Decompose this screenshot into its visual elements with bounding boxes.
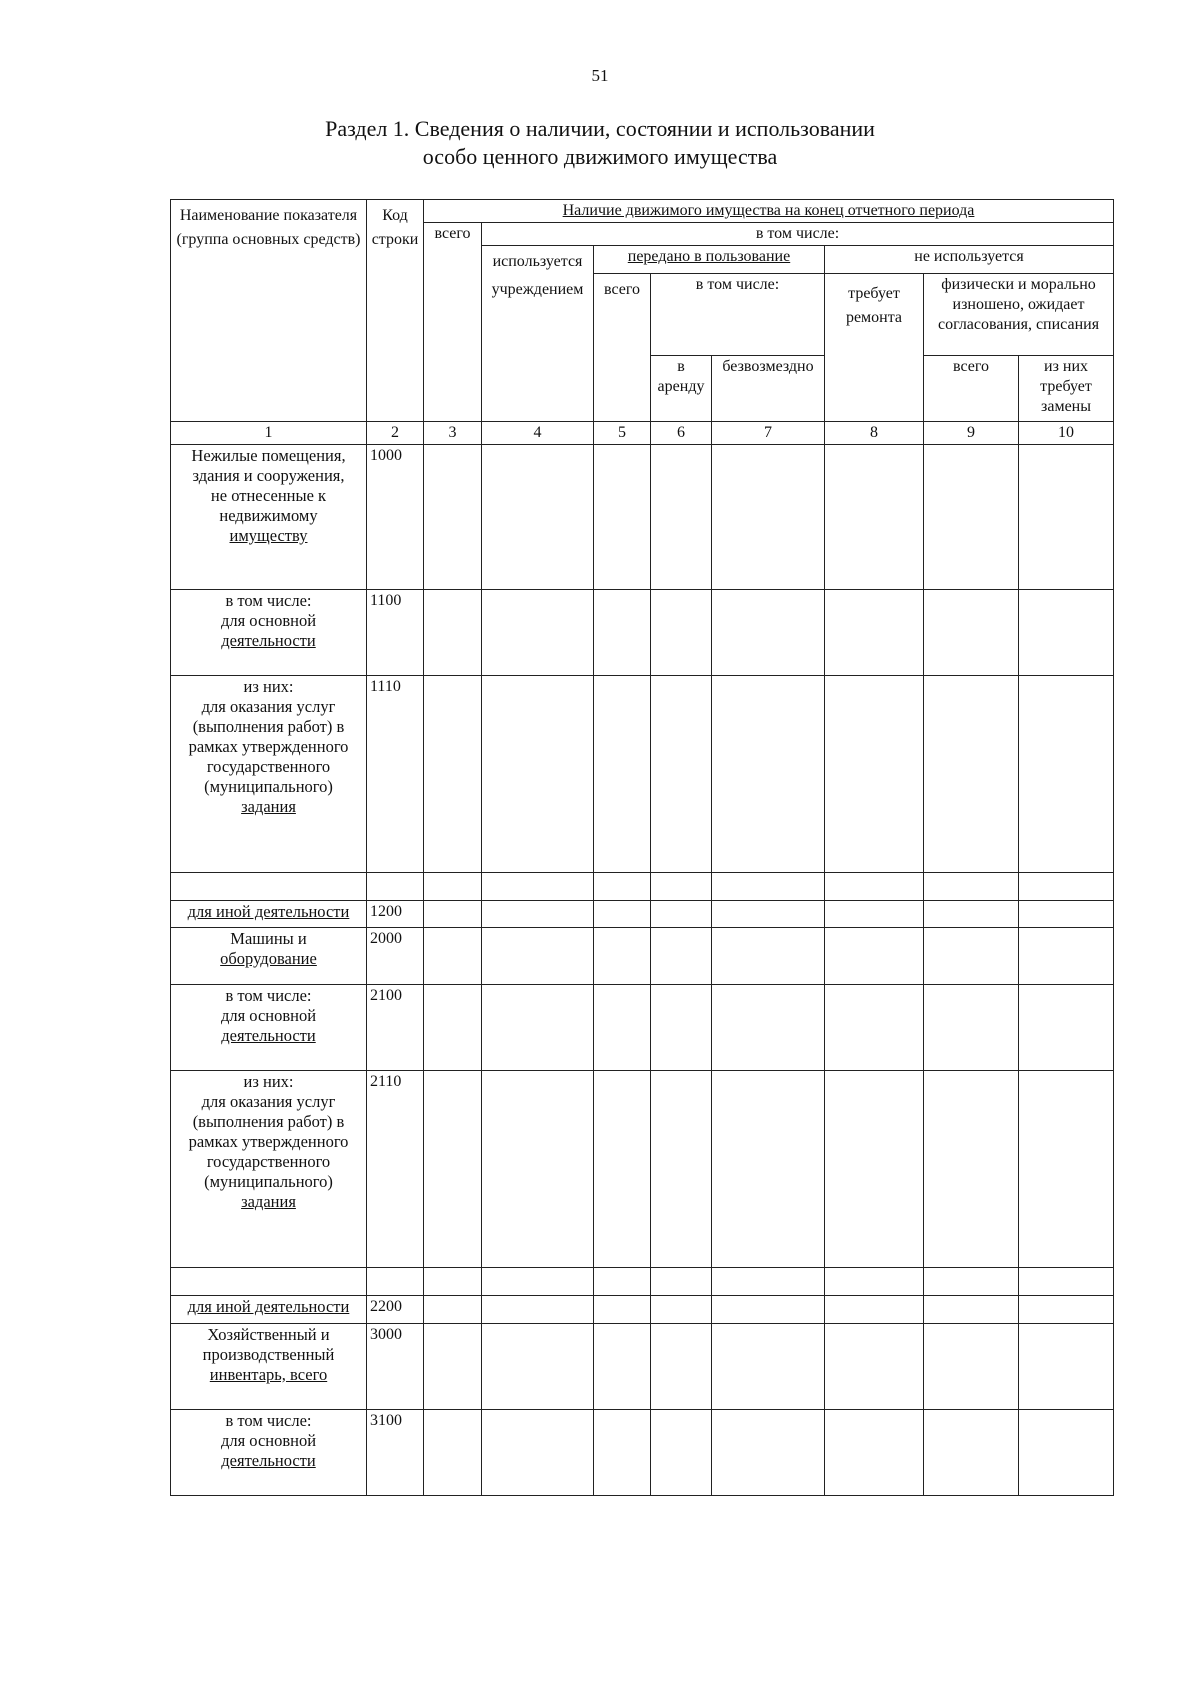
value-cell[interactable] xyxy=(825,1296,924,1324)
value-cell[interactable] xyxy=(594,1410,651,1496)
row-name-line: Хозяйственный и xyxy=(207,1325,330,1344)
row-name-line: недвижимому xyxy=(219,506,318,525)
value-cell[interactable] xyxy=(651,445,712,590)
value-cell[interactable] xyxy=(1019,445,1114,590)
table-row xyxy=(171,1324,1114,1410)
row-name xyxy=(171,1071,367,1268)
value-cell[interactable] xyxy=(482,901,594,928)
header-name-column: Наименование показателя (группа основных средств) xyxy=(171,200,367,422)
row-name-line: государственного xyxy=(206,757,331,776)
value-cell[interactable] xyxy=(651,928,712,985)
header-rent: в аренду xyxy=(651,356,712,422)
row-name xyxy=(171,590,367,676)
value-cell[interactable] xyxy=(594,985,651,1071)
value-cell[interactable] xyxy=(924,928,1019,985)
value-cell[interactable] xyxy=(482,676,594,873)
value-cell[interactable] xyxy=(924,1410,1019,1496)
value-cell[interactable] xyxy=(482,1071,594,1268)
value-cell[interactable] xyxy=(482,445,594,590)
row-code: 2110 xyxy=(367,1071,424,1268)
section-title-line-1: Раздел 1. Сведения о наличии, состоянии и использовании xyxy=(325,116,875,141)
value-cell[interactable] xyxy=(651,676,712,873)
value-cell[interactable] xyxy=(825,928,924,985)
blank-code-cell xyxy=(367,873,424,901)
header-needs-repair: требует ремонта xyxy=(825,274,924,422)
value-cell[interactable] xyxy=(1019,1268,1114,1296)
value-cell[interactable] xyxy=(424,901,482,928)
value-cell[interactable] xyxy=(594,1268,651,1296)
value-cell[interactable] xyxy=(594,1296,651,1324)
row-name xyxy=(171,985,367,1071)
value-cell[interactable] xyxy=(1019,1071,1114,1268)
value-cell[interactable] xyxy=(1019,873,1114,901)
value-cell[interactable] xyxy=(712,928,825,985)
value-cell[interactable] xyxy=(424,1268,482,1296)
value-cell[interactable] xyxy=(424,873,482,901)
value-cell[interactable] xyxy=(1019,676,1114,873)
header-total: всего xyxy=(424,223,482,422)
row-code: 1110 xyxy=(367,676,424,873)
row-name-line: для иной деятельности xyxy=(187,902,350,921)
value-cell[interactable] xyxy=(651,1296,712,1324)
value-cell[interactable] xyxy=(651,1268,712,1296)
value-cell[interactable] xyxy=(924,1268,1019,1296)
value-cell[interactable] xyxy=(651,985,712,1071)
value-cell[interactable] xyxy=(825,901,924,928)
table-body xyxy=(171,445,1114,1496)
column-number: 8 xyxy=(825,422,924,445)
value-cell[interactable] xyxy=(424,985,482,1071)
value-cell[interactable] xyxy=(924,1324,1019,1410)
value-cell[interactable] xyxy=(651,590,712,676)
section-title xyxy=(0,115,1200,171)
value-cell[interactable] xyxy=(482,1410,594,1496)
column-number: 5 xyxy=(594,422,651,445)
value-cell[interactable] xyxy=(482,1268,594,1296)
value-cell[interactable] xyxy=(1019,928,1114,985)
value-cell[interactable] xyxy=(825,1324,924,1410)
value-cell[interactable] xyxy=(482,985,594,1071)
value-cell[interactable] xyxy=(424,1296,482,1324)
row-name xyxy=(171,1410,367,1496)
value-cell[interactable] xyxy=(594,901,651,928)
blank-row xyxy=(171,1268,1114,1296)
header-code-column: Код строки xyxy=(367,200,424,422)
row-name-line: оборудование xyxy=(220,949,317,968)
row-name-line: задания xyxy=(241,797,296,816)
column-number: 2 xyxy=(367,422,424,445)
section-title-line-2: особо ценного движимого имущества xyxy=(422,144,778,169)
row-name-line: для иной деятельности xyxy=(187,1297,350,1316)
value-cell[interactable] xyxy=(712,1324,825,1410)
value-cell[interactable] xyxy=(825,985,924,1071)
row-name-line: (муниципального) xyxy=(204,777,333,796)
value-cell[interactable] xyxy=(424,928,482,985)
value-cell[interactable] xyxy=(1019,901,1114,928)
row-name-line: для основной xyxy=(220,1431,317,1450)
table-header xyxy=(171,200,1114,445)
table-row xyxy=(171,1410,1114,1496)
value-cell[interactable] xyxy=(924,1296,1019,1324)
table-row xyxy=(171,928,1114,985)
value-cell[interactable] xyxy=(482,873,594,901)
row-name-line: из них: xyxy=(243,677,294,696)
value-cell[interactable] xyxy=(594,928,651,985)
row-code: 1000 xyxy=(367,445,424,590)
column-number: 3 xyxy=(424,422,482,445)
row-code: 2100 xyxy=(367,985,424,1071)
value-cell[interactable] xyxy=(594,676,651,873)
header-worn-out: физически и морально изношено, ожидает согласования, списания xyxy=(924,274,1114,356)
value-cell[interactable] xyxy=(424,1071,482,1268)
value-cell[interactable] xyxy=(594,590,651,676)
row-name-line: в том числе: xyxy=(225,1411,312,1430)
value-cell[interactable] xyxy=(482,928,594,985)
row-name-line: (муниципального) xyxy=(204,1172,333,1191)
value-cell[interactable] xyxy=(651,1410,712,1496)
column-numbers-row xyxy=(171,422,1114,445)
row-name xyxy=(171,445,367,590)
row-name-line: здания и сооружения, xyxy=(192,466,345,485)
value-cell[interactable] xyxy=(594,1071,651,1268)
row-name-line: для основной xyxy=(220,611,317,630)
value-cell[interactable] xyxy=(1019,985,1114,1071)
value-cell[interactable] xyxy=(825,445,924,590)
value-cell[interactable] xyxy=(825,1410,924,1496)
value-cell[interactable] xyxy=(1019,1296,1114,1324)
column-number: 1 xyxy=(171,422,367,445)
value-cell[interactable] xyxy=(651,1324,712,1410)
column-number: 10 xyxy=(1019,422,1114,445)
row-name-line: в том числе: xyxy=(225,986,312,1005)
row-code: 3000 xyxy=(367,1324,424,1410)
value-cell[interactable] xyxy=(594,1324,651,1410)
row-code: 1100 xyxy=(367,590,424,676)
row-name-line: задания xyxy=(241,1192,296,1211)
value-cell[interactable] xyxy=(594,445,651,590)
value-cell[interactable] xyxy=(712,590,825,676)
table-row xyxy=(171,985,1114,1071)
table-row xyxy=(171,1296,1114,1324)
header-used-by-institution: используется учреждением xyxy=(482,246,594,422)
value-cell[interactable] xyxy=(651,1071,712,1268)
table-row xyxy=(171,676,1114,873)
column-number: 7 xyxy=(712,422,825,445)
row-name-line: из них: xyxy=(243,1072,294,1091)
table-row xyxy=(171,901,1114,928)
row-name-line: (выполнения работ) в xyxy=(192,1112,345,1131)
value-cell[interactable] xyxy=(594,873,651,901)
value-cell[interactable] xyxy=(825,1268,924,1296)
header-worn-total: всего xyxy=(924,356,1019,422)
header-transferred-total: всего xyxy=(594,274,651,422)
value-cell[interactable] xyxy=(1019,1324,1114,1410)
table-row xyxy=(171,445,1114,590)
row-name-line: (выполнения работ) в xyxy=(192,717,345,736)
row-name-line: имуществу xyxy=(229,526,308,545)
row-name xyxy=(171,676,367,873)
row-code: 2000 xyxy=(367,928,424,985)
value-cell[interactable] xyxy=(712,1296,825,1324)
value-cell[interactable] xyxy=(712,901,825,928)
row-name-line: деятельности xyxy=(221,1026,316,1045)
value-cell[interactable] xyxy=(924,590,1019,676)
header-transferred: передано в пользование xyxy=(594,246,825,274)
value-cell[interactable] xyxy=(825,590,924,676)
row-name xyxy=(171,901,367,928)
row-name-line: не отнесенные к xyxy=(210,486,327,505)
table-row xyxy=(171,1071,1114,1268)
value-cell[interactable] xyxy=(712,676,825,873)
column-number: 9 xyxy=(924,422,1019,445)
row-name-line: производственный xyxy=(202,1345,335,1364)
row-code: 2200 xyxy=(367,1296,424,1324)
row-name xyxy=(171,1324,367,1410)
value-cell[interactable] xyxy=(924,873,1019,901)
value-cell[interactable] xyxy=(712,1268,825,1296)
header-transferred-including: в том числе: xyxy=(651,274,825,356)
value-cell[interactable] xyxy=(651,901,712,928)
blank-code-cell xyxy=(367,1268,424,1296)
movable-property-table xyxy=(170,199,1114,1496)
blank-name-cell xyxy=(171,1268,367,1296)
value-cell[interactable] xyxy=(712,873,825,901)
value-cell[interactable] xyxy=(712,1410,825,1496)
row-name-line: для основной xyxy=(220,1006,317,1025)
blank-row xyxy=(171,873,1114,901)
table-row xyxy=(171,590,1114,676)
value-cell[interactable] xyxy=(1019,590,1114,676)
value-cell[interactable] xyxy=(825,873,924,901)
value-cell[interactable] xyxy=(424,1324,482,1410)
row-name-line: инвентарь, всего xyxy=(209,1365,328,1384)
value-cell[interactable] xyxy=(712,985,825,1071)
column-number: 6 xyxy=(651,422,712,445)
value-cell[interactable] xyxy=(482,590,594,676)
value-cell[interactable] xyxy=(924,676,1019,873)
header-not-used: не используется xyxy=(825,246,1114,274)
value-cell[interactable] xyxy=(482,1324,594,1410)
value-cell[interactable] xyxy=(924,1071,1019,1268)
row-name-line: для оказания услуг xyxy=(201,697,336,716)
header-including: в том числе: xyxy=(482,223,1114,246)
value-cell[interactable] xyxy=(424,1410,482,1496)
value-cell[interactable] xyxy=(482,1296,594,1324)
header-availability: Наличие движимого имущества на конец отчетного периода xyxy=(424,200,1114,223)
column-number: 4 xyxy=(482,422,594,445)
row-code: 3100 xyxy=(367,1410,424,1496)
row-name-line: государственного xyxy=(206,1152,331,1171)
row-name-line: рамках утвержденного xyxy=(188,1132,349,1151)
row-name-line: Машины и xyxy=(230,929,307,948)
value-cell[interactable] xyxy=(924,445,1019,590)
row-name xyxy=(171,928,367,985)
row-code: 1200 xyxy=(367,901,424,928)
page-number: 51 xyxy=(591,66,609,85)
value-cell[interactable] xyxy=(424,445,482,590)
value-cell[interactable] xyxy=(424,676,482,873)
blank-name-cell xyxy=(171,873,367,901)
header-worn-needs-replacement: из них требует замены xyxy=(1019,356,1114,422)
value-cell[interactable] xyxy=(424,590,482,676)
row-name-line: деятельности xyxy=(221,1451,316,1470)
value-cell[interactable] xyxy=(712,1071,825,1268)
value-cell[interactable] xyxy=(1019,1410,1114,1496)
value-cell[interactable] xyxy=(924,901,1019,928)
value-cell[interactable] xyxy=(712,445,825,590)
row-name-line: в том числе: xyxy=(225,591,312,610)
row-name xyxy=(171,1296,367,1324)
row-name-line: рамках утвержденного xyxy=(188,737,349,756)
value-cell[interactable] xyxy=(825,676,924,873)
value-cell[interactable] xyxy=(924,985,1019,1071)
row-name-line: для оказания услуг xyxy=(201,1092,336,1111)
value-cell[interactable] xyxy=(651,873,712,901)
row-name-line: Нежилые помещения, xyxy=(191,446,346,465)
row-name-line: деятельности xyxy=(221,631,316,650)
value-cell[interactable] xyxy=(825,1071,924,1268)
header-free: безвозмездно xyxy=(712,356,825,422)
